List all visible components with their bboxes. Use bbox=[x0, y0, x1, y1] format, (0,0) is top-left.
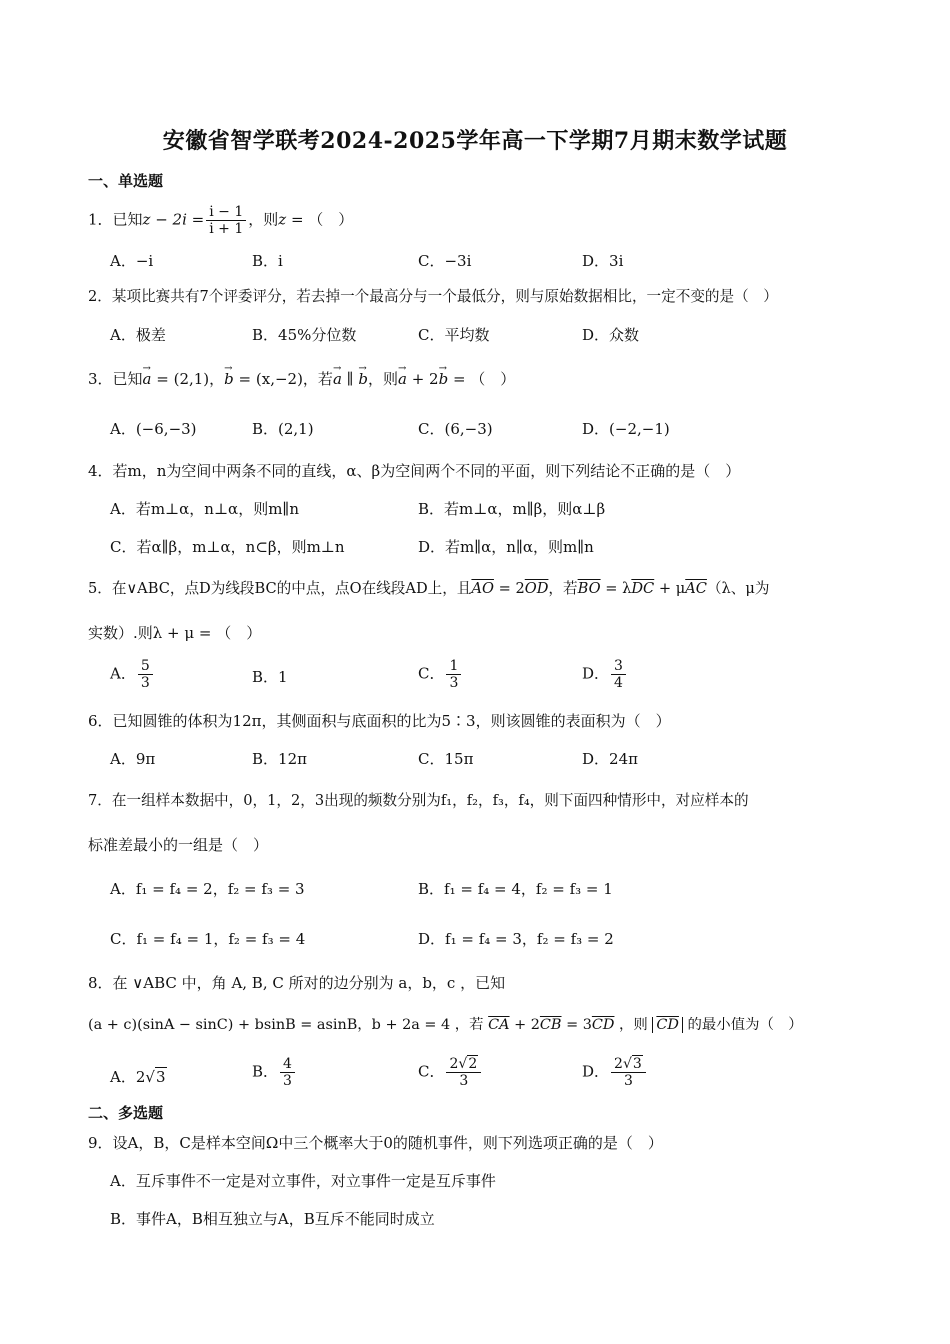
q5-option-b: B．1 bbox=[252, 668, 288, 686]
q9-option-a: A．互斥事件不一定是对立事件，对立事件一定是互斥事件 bbox=[110, 1172, 496, 1190]
q7-option-b: B．f₁ = f₄ = 4，f₂ = f₃ = 1 bbox=[418, 880, 613, 898]
q2-option-b: B．45%分位数 bbox=[252, 326, 357, 344]
question-6: 6．已知圆锥的体积为12π，其侧面积与底面积的比为5∶3，则该圆锥的表面积为（ ） bbox=[88, 712, 671, 730]
q3-option-d: D．(−2,−1) bbox=[582, 420, 670, 438]
question-4: 4．若m，n为空间中两条不同的直线，α、β为空间两个不同的平面，则下列结论不正确的是（ ） bbox=[88, 462, 741, 480]
q1-option-c: C．−3i bbox=[418, 252, 472, 270]
question-7-cont: 标准差最小的一组是（ ） bbox=[88, 836, 269, 854]
q3-option-a: A．(−6,−3) bbox=[110, 420, 197, 438]
exam-title: 安徽省智学联考2024-2025学年高一下学期7月期末数学试题 bbox=[162, 128, 788, 154]
q6-option-c: C．15π bbox=[418, 750, 474, 768]
question-1: 1．已知z − 2i = $\frac{i - 1}{i + 1}$ ，则z = （ ） bbox=[88, 204, 354, 237]
q1-option-a: A．−i bbox=[110, 252, 154, 270]
question-8: 8．在 ∨ABC 中，角 A, B, C 所对的边分别为 a，b，c ，已知 bbox=[88, 974, 506, 992]
q5-option-c: C． $\frac{1}{3}$ bbox=[418, 658, 463, 691]
q2-option-c: C．平均数 bbox=[418, 326, 490, 344]
q4-option-c: C．若α∥β，m⊥α，n⊂β，则m⊥n bbox=[110, 538, 345, 556]
question-8-cont: (a + c)(sinA − sinC) + bsinB = asinB，b + 2a = 4 ，若 $\overline{CA} + 2\overline{CB} = 3\overline{CD}$ ，则 $\overline{CD}$ 的最小值为（ ） bbox=[88, 1017, 803, 1033]
q8-option-a: A．2√3 bbox=[110, 1068, 166, 1086]
q8-option-b: B． $\frac{4}{3}$ bbox=[252, 1056, 297, 1089]
q2-option-d: D．众数 bbox=[582, 326, 640, 344]
q1-option-d: D．3i bbox=[582, 252, 624, 270]
question-7: 7．在一组样本数据中，0，1，2，3出现的频数分别为f₁，f₂，f₃，f₄，则下面四种情形中，对应样本的 bbox=[88, 792, 749, 809]
question-5: 5．在∨ABC，点D为线段BC的中点，点O在线段AD上，且$\overline{AO} = 2\overline{OD}$，若$\overline{BO} = \lambda\overline{DC} + \mu\overline{AC}(\lambda$、μ为 bbox=[88, 580, 770, 597]
q1-fraction: $\frac{i - 1}{i + 1}$ bbox=[206, 204, 246, 237]
q6-option-a: A．9π bbox=[110, 750, 156, 768]
q9-option-b: B．事件A，B相互独立与A，B互斥不能同时成立 bbox=[110, 1210, 435, 1228]
q3-option-b: B．(2,1) bbox=[252, 420, 314, 438]
q4-option-a: A．若m⊥α，n⊥α，则m∥n bbox=[110, 500, 300, 518]
q5-option-a: A． $\frac{5}{3}$ bbox=[110, 658, 155, 691]
q6-option-b: B．12π bbox=[252, 750, 307, 768]
q1-option-b: B．i bbox=[252, 252, 283, 270]
q7-option-a: A．f₁ = f₄ = 2，f₂ = f₃ = 3 bbox=[110, 880, 305, 898]
q3-option-c: C．(6,−3) bbox=[418, 420, 493, 438]
section-multi-choice: 二、多选题 bbox=[88, 1104, 164, 1122]
q4-option-b: B．若m⊥α，m∥β，则α⊥β bbox=[418, 500, 606, 518]
question-9: 9．设A，B，C是样本空间Ω中三个概率大于0的随机事件，则下列选项正确的是（ ） bbox=[88, 1134, 663, 1152]
q7-option-c: C．f₁ = f₄ = 1，f₂ = f₃ = 4 bbox=[110, 930, 306, 948]
q6-option-d: D．24π bbox=[582, 750, 638, 768]
q2-option-a: A．极差 bbox=[110, 326, 166, 344]
q8-option-d: D． $\frac{2√3}{3}$ bbox=[582, 1056, 648, 1089]
question-3: 3．已知→ a = (2,1)，→ b = (x,−2)，若→ a ∥ → b，则→ a + 2→ b = （ ） bbox=[88, 368, 515, 390]
q4-option-d: D．若m∥α，n∥α，则m∥n bbox=[418, 538, 594, 556]
q7-option-d: D．f₁ = f₄ = 3，f₂ = f₃ = 2 bbox=[418, 930, 614, 948]
question-2: 2．某项比赛共有7个评委评分，若去掉一个最高分与一个最低分，则与原始数据相比，一定不变的是（ ） bbox=[88, 288, 778, 305]
section-single-choice: 一、单选题 bbox=[88, 172, 164, 190]
q8-option-c: C． $\frac{2√2}{3}$ bbox=[418, 1056, 483, 1089]
q5-option-d: D． $\frac{3}{4}$ bbox=[582, 658, 628, 691]
question-5-cont: 实数）.则λ + μ = （ ） bbox=[88, 624, 262, 642]
